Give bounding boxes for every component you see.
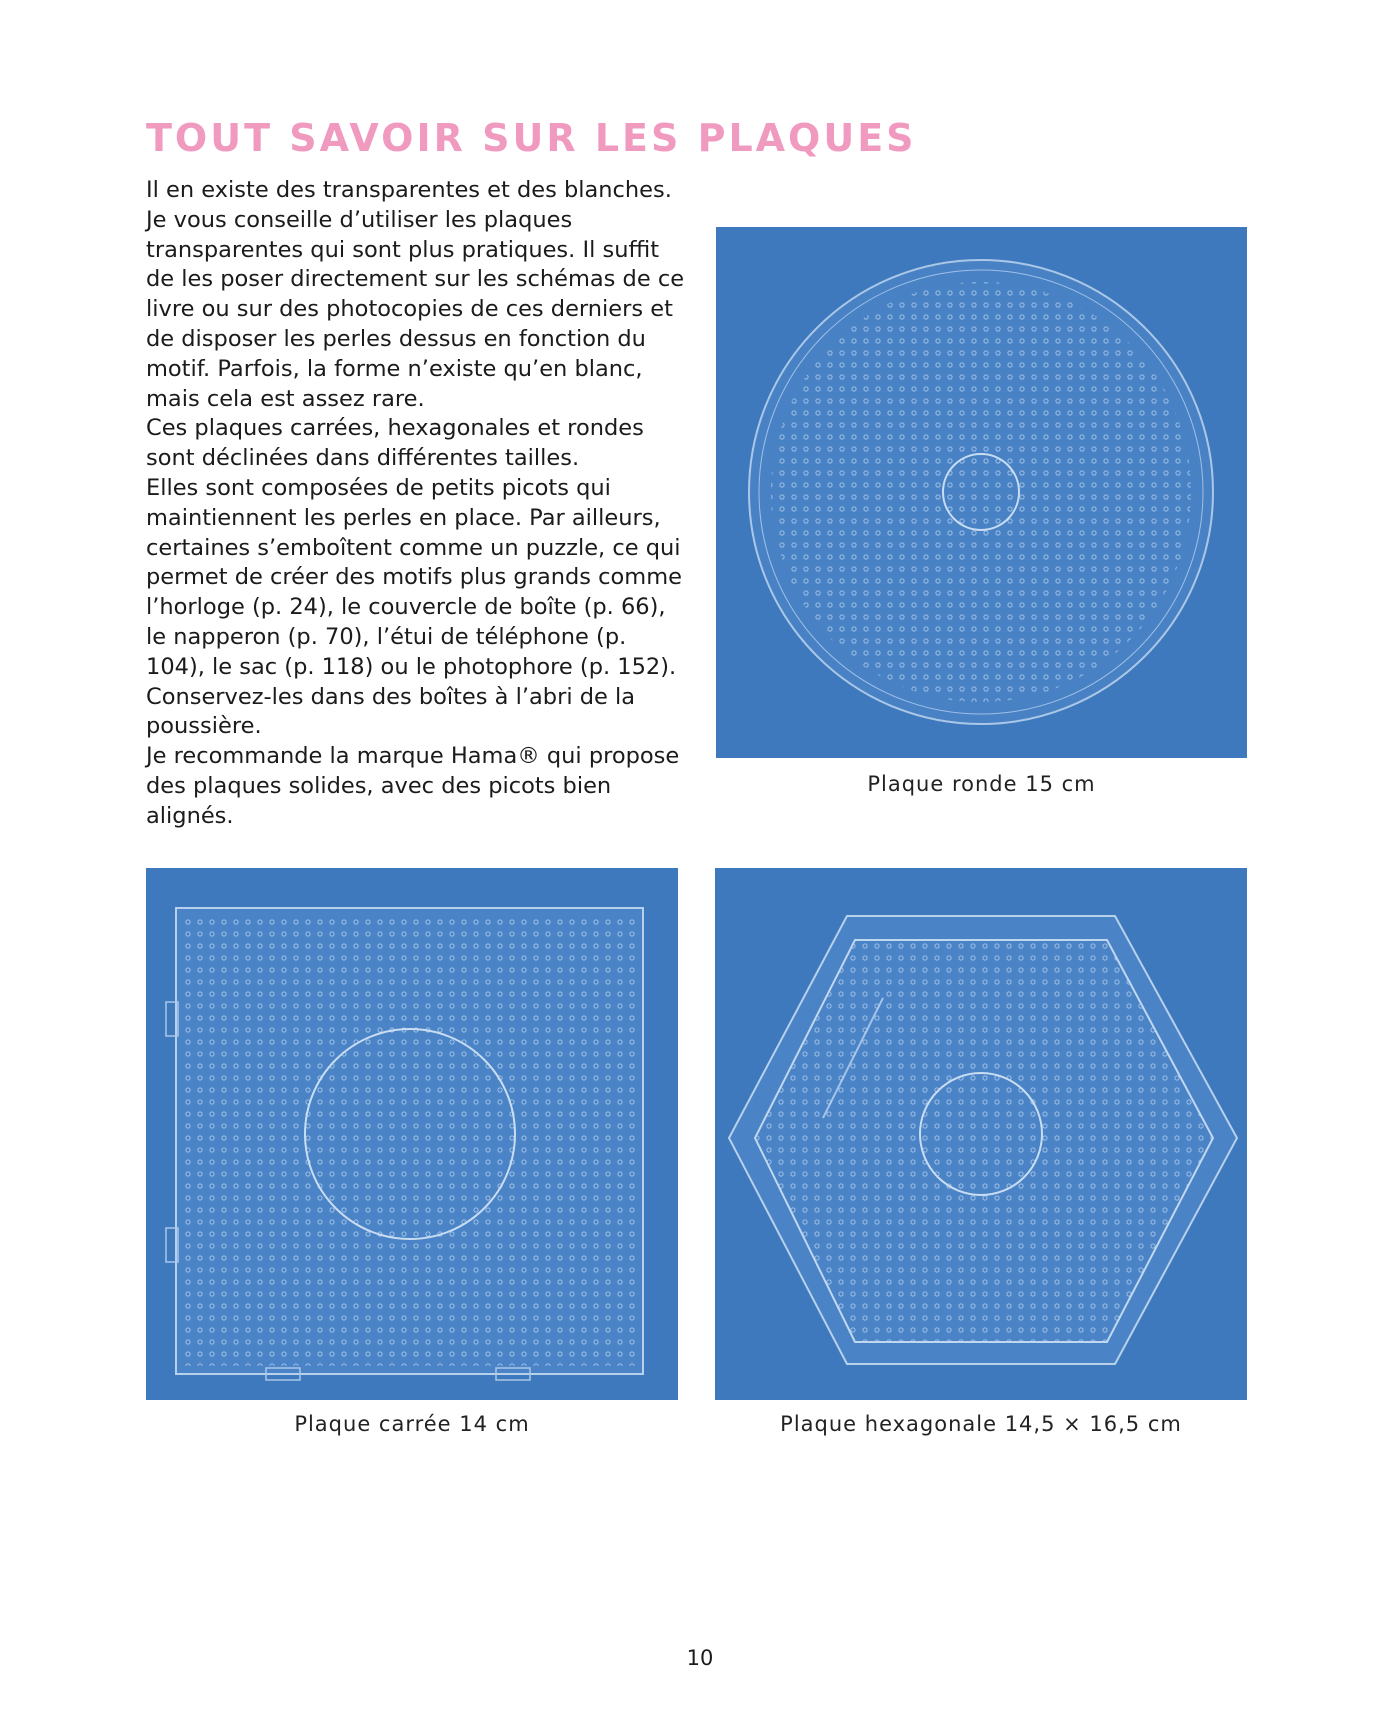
caption-hexagonal-plate: Plaque hexagonale 14,5 × 16,5 cm (780, 1412, 1182, 1436)
caption-square-plate: Plaque carrée 14 cm (294, 1412, 530, 1436)
paragraph-brand: Je recommande la marque Hama® qui propose des plaques solides, avec des picots bien alignés. (146, 743, 680, 829)
body-text (146, 176, 686, 832)
photo-round-plate (716, 227, 1247, 758)
photo-square-plate (146, 868, 678, 1400)
paragraph-pegs: Elles sont composées de petits picots qui maintiennent les perles en place. Par ailleurs, certaines s’emboîtent comme un puzzle, ce qui permet de créer des motifs plus grands comme l’horloge (p. 24), le couvercle de boîte (p. 66), le napperon (p. 70), l’étui de téléphone (p. 104), le sac (p. 118) ou le photophore (p. 152). Conservez-les dans des boîtes à l’abri de la poussière. (146, 474, 682, 740)
caption-round-plate: Plaque ronde 15 cm (867, 772, 1096, 796)
paragraph-shapes: Ces plaques carrées, hexagonales et rondes sont déclinées dans différentes tailles. (146, 415, 644, 472)
page-title: TOUT SAVOIR SUR LES PLAQUES (146, 116, 917, 160)
page-number: 10 (686, 1646, 714, 1670)
photo-hexagonal-plate (715, 868, 1247, 1400)
paragraph-intro: Il en existe des transparentes et des blanches. Je vous conseille d’utiliser les plaques transparentes qui sont plus pratiques. Il suffit de les poser directement sur les schémas de ce livre ou sur des photocopies de ces derniers et de disposer les perles dessus en fonction du motif. Parfois, la forme n’existe qu’en blanc, mais cela est assez rare. (146, 177, 685, 412)
